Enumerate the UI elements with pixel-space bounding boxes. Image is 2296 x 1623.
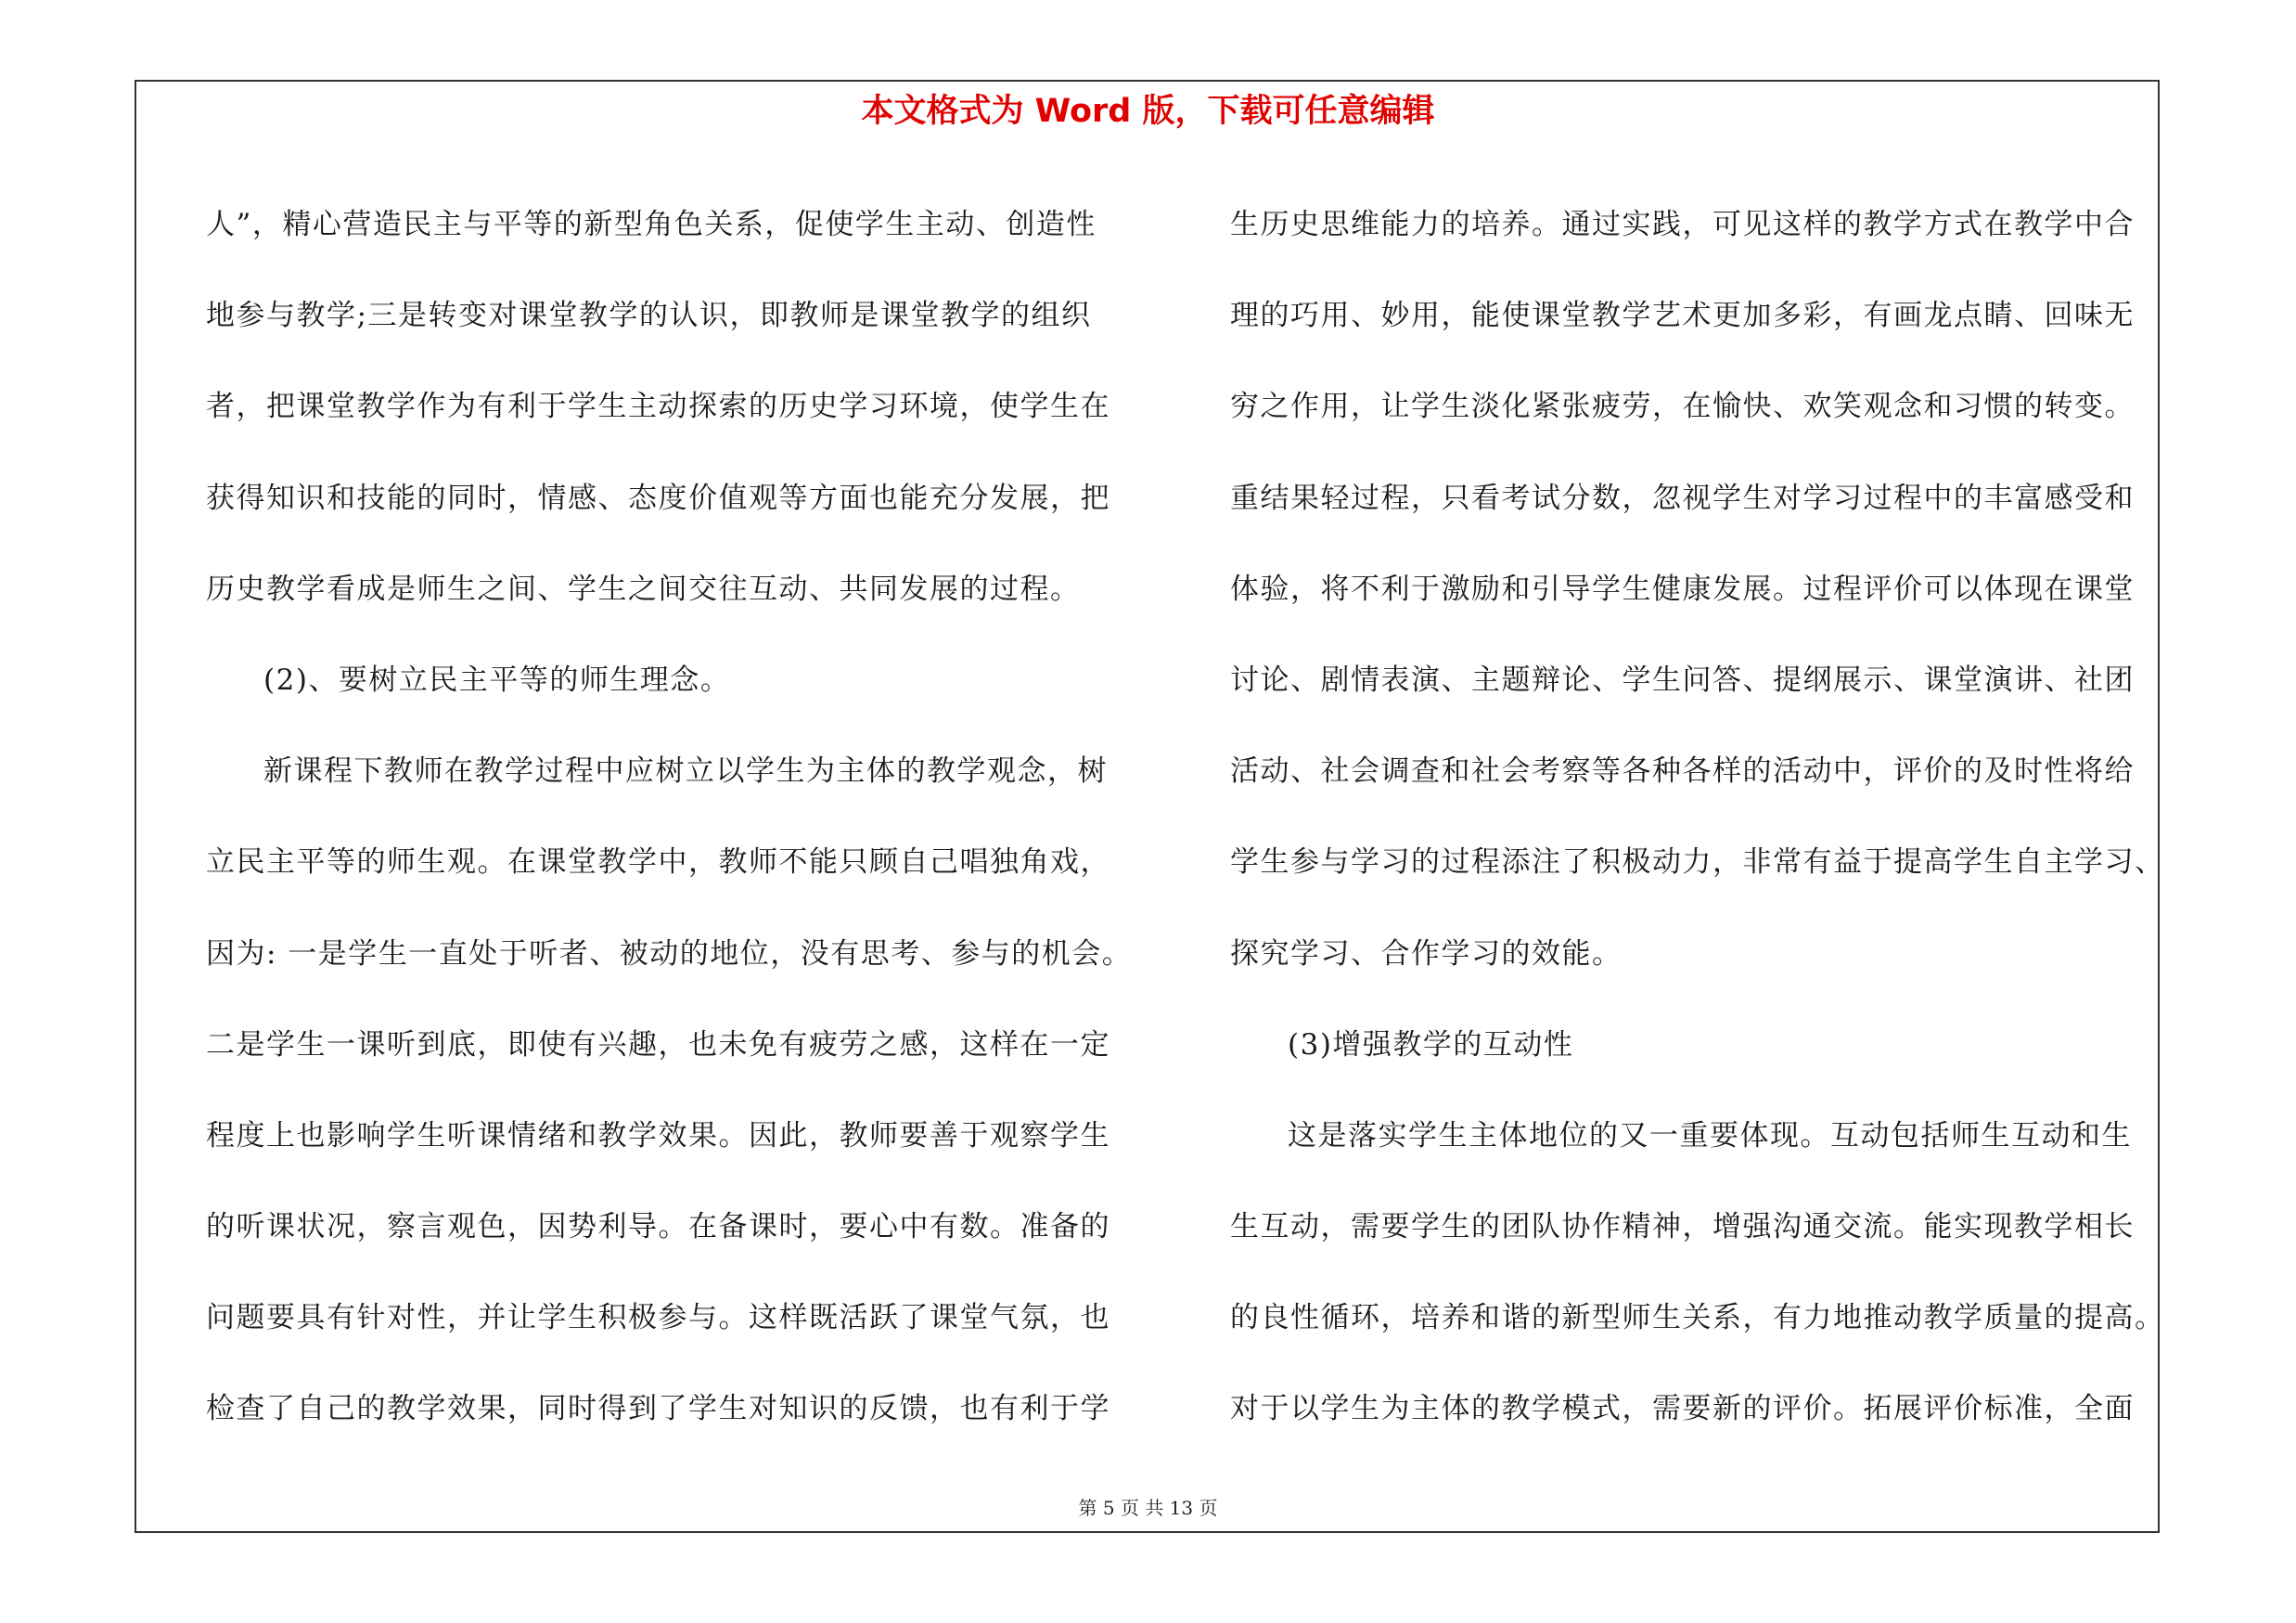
text-line: 二是学生一课听到底，即使有兴趣，也未免有疲劳之感，这样在一定 bbox=[206, 1027, 1110, 1062]
text-line: 探究学习、合作学习的效能。 bbox=[1230, 936, 1623, 971]
text-line: 获得知识和技能的同时，情感、态度价值观等方面也能充分发展，把 bbox=[206, 481, 1110, 515]
text-line: 体验，将不利于激励和引导学生健康发展。过程评价可以体现在课堂 bbox=[1230, 572, 2135, 606]
left-column bbox=[206, 179, 1134, 1455]
text-line: 问题要具有针对性，并让学生积极参与。这样既活跃了课堂气氛，也 bbox=[206, 1301, 1110, 1335]
text-line: 对于以学生为主体的教学模式，需要新的评价。拓展评价标准，全面 bbox=[1230, 1392, 2135, 1426]
text-line: 生历史思维能力的培养。通过实践，可见这样的教学方式在教学中合 bbox=[1230, 208, 2135, 241]
text-line: 的良性循环，培养和谐的新型师生关系，有力地推动教学质量的提高。 bbox=[1230, 1301, 2165, 1335]
text-line: 地参与教学;三是转变对课堂教学的认识，即教师是课堂教学的组织 bbox=[206, 299, 1092, 333]
text-line: 理的巧用、妙用，能使课堂教学艺术更加多彩，有画龙点睛、回味无 bbox=[1230, 299, 2135, 333]
text-line: 人”，精心营造民主与平等的新型角色关系，促使学生主动、创造性 bbox=[206, 208, 1097, 241]
text-line: 活动、社会调查和社会考察等各种各样的活动中，评价的及时性将给 bbox=[1230, 754, 2135, 789]
text-line: 学生参与学习的过程添注了积极动力，非常有益于提高学生自主学习、 bbox=[1230, 845, 2165, 880]
text-line: (3)增强教学的互动性 bbox=[1288, 1027, 1574, 1062]
format-banner: 本文格式为 Word 版，下载可任意编辑 bbox=[861, 93, 1435, 130]
text-line: 讨论、剧情表演、主题辩论、学生问答、提纲展示、课堂演讲、社团 bbox=[1230, 663, 2135, 697]
text-line: 生互动，需要学生的团队协作精神，增强沟通交流。能实现教学相长 bbox=[1230, 1210, 2135, 1244]
text-line: 的听课状况，察言观色，因势利导。在备课时，要心中有数。准备的 bbox=[206, 1210, 1110, 1244]
page-number-footer: 第 5 页 共 13 页 bbox=[1078, 1497, 1218, 1519]
text-line: 程度上也影响学生听课情绪和教学效果。因此，教师要善于观察学生 bbox=[206, 1118, 1110, 1153]
right-column bbox=[1230, 179, 2165, 1455]
text-line: 历史教学看成是师生之间、学生之间交往互动、共同发展的过程。 bbox=[206, 572, 1081, 606]
text-line: 重结果轻过程，只看考试分数，忽视学生对学习过程中的丰富感受和 bbox=[1230, 481, 2135, 515]
text-line: 穷之作用，让学生淡化紧张疲劳，在愉快、欢笑观念和习惯的转变。 bbox=[1230, 390, 2135, 424]
text-line: 者，把课堂教学作为有利于学生主动探索的历史学习环境，使学生在 bbox=[206, 390, 1110, 424]
text-line: 检查了自己的教学效果，同时得到了学生对知识的反馈，也有利于学 bbox=[206, 1392, 1110, 1426]
text-line: 立民主平等的师生观。在课堂教学中，教师不能只顾自己唱独角戏， bbox=[206, 845, 1110, 880]
text-line: (2)、要树立民主平等的师生理念。 bbox=[263, 663, 731, 697]
text-line: 因为: 一是学生一直处于听者、被动的地位，没有思考、参与的机会。 bbox=[206, 936, 1133, 971]
text-line: 新课程下教师在教学过程中应树立以学生为主体的教学观念，树 bbox=[263, 754, 1108, 789]
text-line: 这是落实学生主体地位的又一重要体现。互动包括师生互动和生 bbox=[1288, 1118, 2132, 1153]
